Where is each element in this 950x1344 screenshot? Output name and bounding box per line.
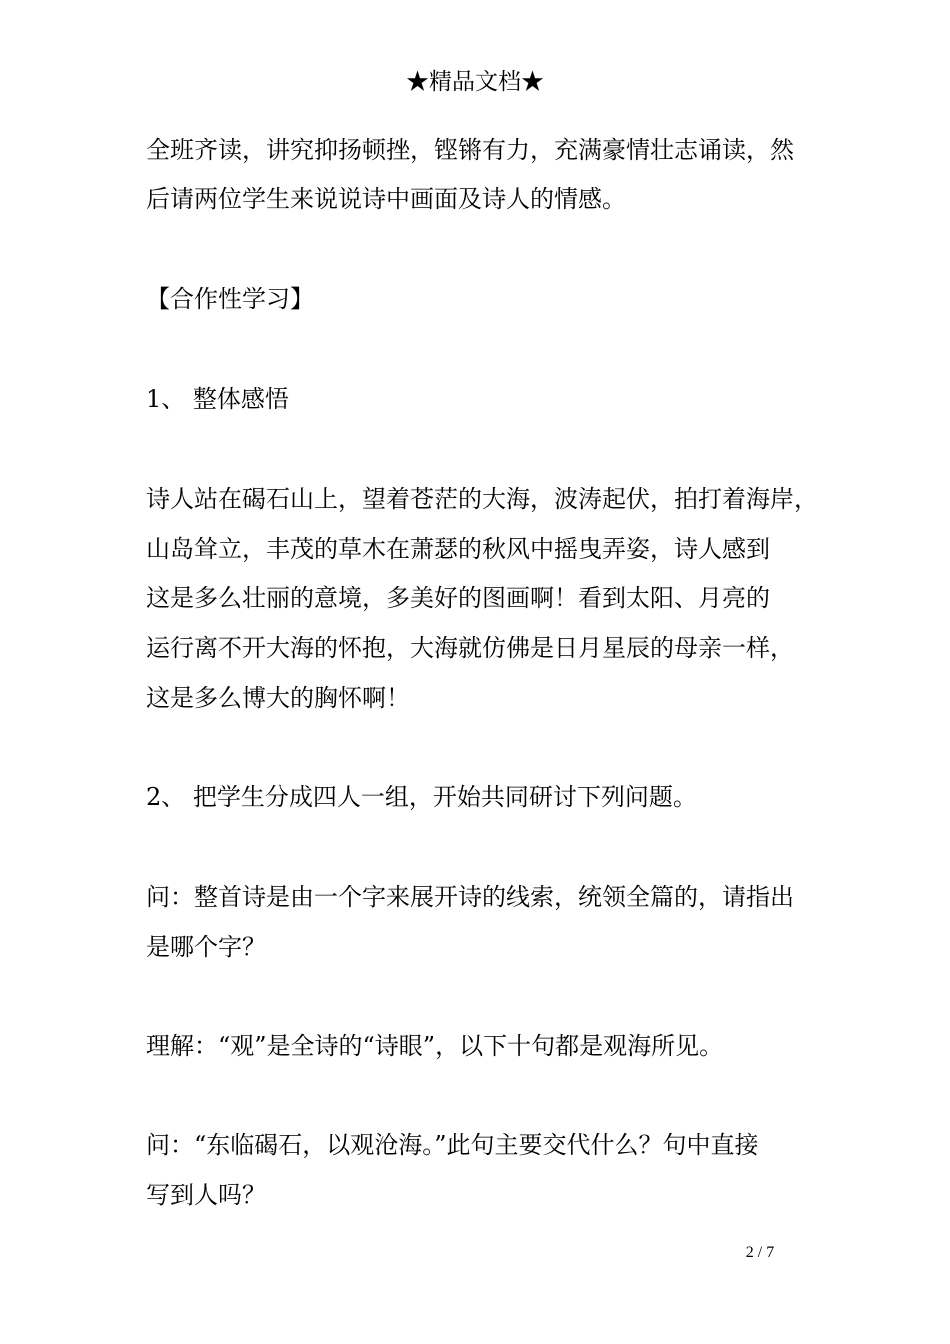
paragraph-line-3: 这是多么壮丽的意境，多美好的图画啊！看到太阳、月亮的 [146, 584, 770, 612]
question2-line-1: 问：“东临碣石，以观沧海。”此句主要交代什么？句中直接 [146, 1131, 759, 1159]
answer1: 理解：“观”是全诗的“诗眼”，以下十句都是观海所见。 [146, 1032, 724, 1060]
question2-line-2: 写到人吗？ [146, 1181, 266, 1209]
paragraph-line-2: 山岛耸立，丰茂的草木在萧瑟的秋风中摇曳弄姿，诗人感到 [146, 535, 770, 563]
question1-line-2: 是哪个字？ [146, 933, 266, 961]
paragraph-line-1: 诗人站在碣石山上，望着苍茫的大海，波涛起伏，拍打着海岸， [146, 485, 818, 513]
section-heading: 【合作性学习】 [146, 285, 314, 313]
item2-heading: 2、 把学生分成四人一组，开始共同研讨下列问题。 [146, 783, 697, 811]
page-header-title: ★精品文档★ [406, 69, 544, 95]
intro-line-1: 全班齐读，讲究抑扬顿挫，铿锵有力，充满豪情壮志诵读，然 [146, 136, 794, 164]
page-number: 2 / 7 [745, 1244, 775, 1261]
paragraph-line-4: 运行离不开大海的怀抱，大海就仿佛是日月星辰的母亲一样， [146, 634, 794, 662]
intro-line-2: 后请两位学生来说说诗中画面及诗人的情感。 [146, 185, 626, 213]
item1-heading: 1、 整体感悟 [146, 385, 289, 413]
paragraph-line-5: 这是多么博大的胸怀啊！ [146, 684, 410, 712]
question1-line-1: 问：整首诗是由一个字来展开诗的线索，统领全篇的，请指出 [146, 883, 794, 911]
